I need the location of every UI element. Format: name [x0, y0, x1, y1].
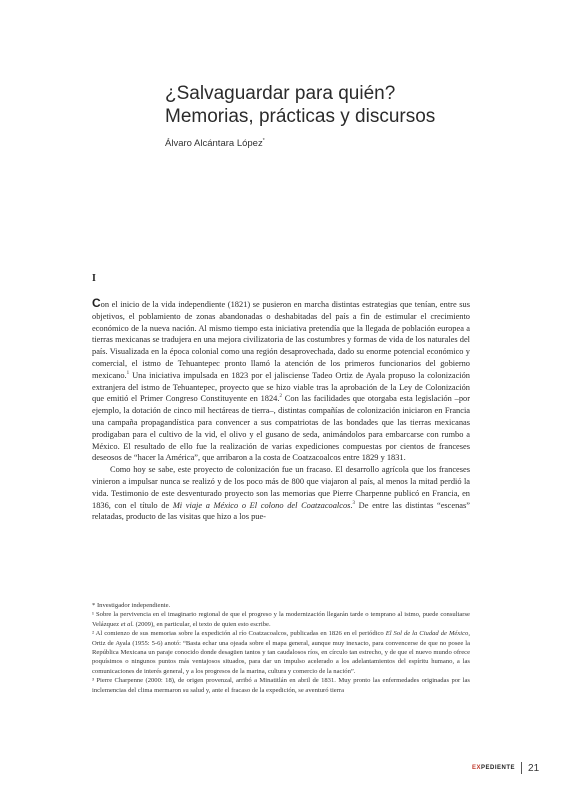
footer-divider: [521, 762, 522, 774]
article-body: [92, 298, 470, 523]
body-p1-text-b: Una iniciativa impulsada en 1823 por el jalisciense Tadeo Ortiz de Ayala propuso la colonización extranjera del istmo de Tehuantepec, proyecto que se hizo viable tras la aprobación de la Ley de Colonización que emitió el Primer Congreso Constituyente en 1824.: [92, 370, 470, 404]
body-p2-text-b: .: [350, 500, 353, 510]
drop-cap: C: [92, 296, 101, 310]
footnote-1-text-b: (2009), en particular, el texto de quien esto escribe.: [133, 620, 271, 628]
article-title: [165, 82, 545, 128]
body-paragraph-2: [92, 464, 470, 523]
footnote-2-text-a: ² Al comienzo de sus memorias sobre la expedición al río Coatzacoalcos, publicadas en 1826 en el periódico: [92, 630, 386, 638]
footnote-ref-3: 3: [352, 500, 356, 506]
article-title-line-1: ¿Salvaguardar para quién?: [165, 83, 396, 104]
body-p2-text-a: Como hoy se sabe, este proyecto de colonización fue un fracaso. El desarrollo agrícola que los franceses vinieron a impulsar nunca se realizó y de los poco más de 800 que viajaron al país, al menos la mitad perdió la vida. Testimonio de este desventurado proyecto son las memorias que Pierre Charpenne publicó en Francia, en 1836, con el título de: [92, 465, 470, 510]
journal-label-accent: EX: [472, 765, 482, 771]
body-p1-text-c: Con las facilidades que otorgaba esta legislación –por ejemplo, la dotación de cinco mil hectáreas de tierra–, distintas compañías de colonización iniciaron en Francia una campaña propagandística para convencer a sus compatriotas de las bondades que las tierras mexicanas prodigaban para el cultivo de la vid, el olivo y el gusano de seda, animándolos para embarcarse con rumbo a México. El resultado de ello fue la realización de varias expediciones compuestas por cientos de franceses deseosos de “hacer la América”, que arribaron a la costa de Coatzacoalcos entre 1829 y 1831.: [92, 394, 470, 463]
footnote-1-emphasis: et al.: [120, 620, 134, 628]
footnote-2-text-b: , Ortiz de Ayala (1955: 5-6) anotó: “Basta echar una ojeada sobre el mapa general, aunque muy inexacto, para convencerse de que no posee la República Mexicana un paraje conocido donde desagüen tantos y tan caudalosos ríos, en círculo tan estrecho, y de que el nuevo mundo ofrece poquísimos o ningunos puntos más ventajosos situados, para dar un impulso acelerado a los adelantamientos del espíritu humano, a las comunicaciones de interés general, y a los progresos de la marina, cultura y comercio de la nación”.: [92, 630, 470, 675]
footnote-ref-1: 1: [126, 370, 130, 376]
body-p2-text-c: De entre las distintas “escenas” relatadas, producto de las visitas que hizo a los pue-: [92, 500, 471, 522]
footnote-ref-2: 2: [279, 394, 282, 400]
page-number: 21: [528, 762, 540, 774]
article-author: [165, 138, 265, 149]
book-title-emphasis: Mi viaje a México o El colono del Coatzacoalcos: [172, 500, 351, 510]
footnote-2: [92, 629, 470, 676]
body-p1-text-a: on el inicio de la vida independiente (1821) se pusieron en marcha distintas estrategias que tenían, entre sus objetivos, el poblamiento de zonas abandonadas o deshabitadas del país a fin de estimular el crecimiento económico de la nueva nación. Al mismo tiempo esta iniciativa pretendía que la llegada de población europea a tierras mexicanas se tradujera en una mejora civilizatoria de las costumbres y formas de vida de los naturales del país. Visualizada en la época colonial como una región desaprovechada, dado su enorme potencial económico y comercial, el istmo de Tehuantepec pronto llamó la atención de los primeros funcionarios del gobierno mexicano.: [92, 300, 470, 380]
footnote-2-emphasis: El Sol de la Ciudad de México: [385, 630, 469, 638]
footnote-1: [92, 610, 470, 629]
author-footnote-mark: *: [262, 138, 265, 144]
page-footer: [472, 762, 539, 774]
journal-label-rest: PEDIENTE: [481, 765, 516, 771]
author-name: Álvaro Alcántara López: [165, 138, 263, 150]
body-paragraph-1: [92, 298, 470, 464]
footnotes: [92, 601, 470, 695]
footnote-1-text-a: ¹ Sobre la pervivencia en el imaginario regional de que el progreso y la modernización llegarán tarde o temprano al istmo, puede consultarse Velázquez: [92, 611, 470, 628]
journal-section-label: [472, 765, 515, 771]
footnote-3: ³ Pierre Charpenne (2000: 18), de origen provenzal, arribó a Minatitlán en abril de 1831. Muy pronto las enfermedades originadas por las inclemencias del clima mermaron su salud y, ante el fracaso de la expedición, se aventuró tierra: [92, 677, 470, 694]
footnote-author: * Investigador independiente.: [92, 602, 171, 609]
section-number: I: [92, 273, 96, 284]
article-title-line-2: Memorias, prácticas y discursos: [165, 106, 436, 127]
